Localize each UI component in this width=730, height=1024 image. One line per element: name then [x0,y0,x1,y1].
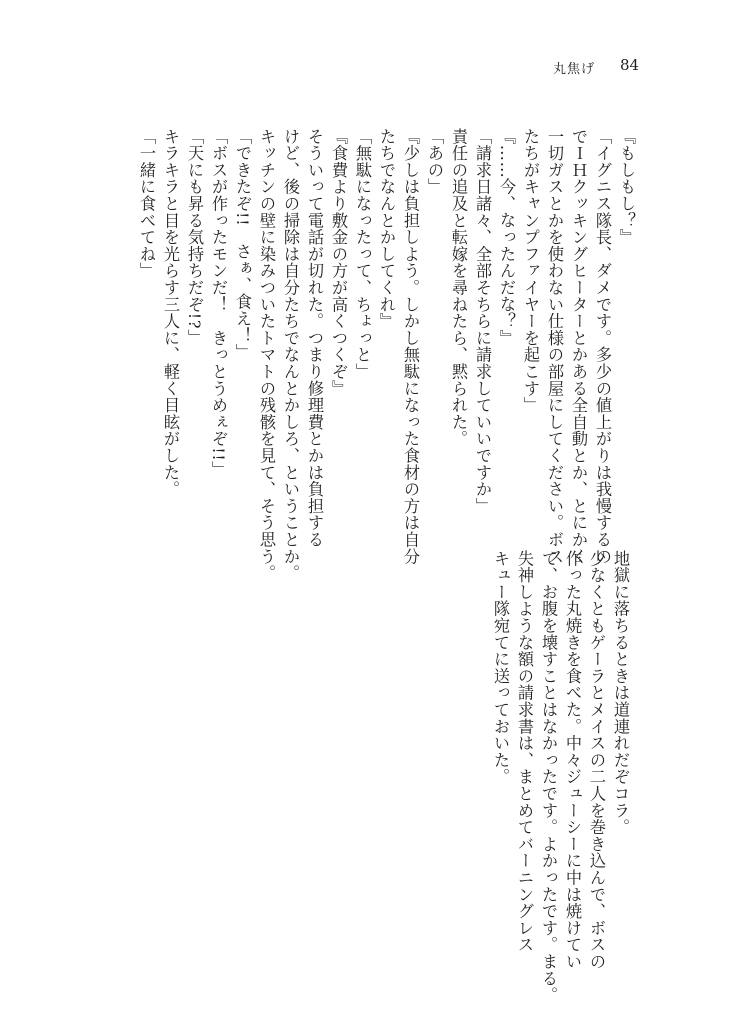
upper-text-block [134,128,638,582]
text-line: 『もしもし？』 [617,128,636,246]
text-line: 「天にも昇る気持ちだぞ!?」 [185,128,204,346]
text-line: けど、後の掃除は自分たちでなんとかしろ、ということか。 [281,128,300,582]
text-line: 責任の追及と転嫁を尋ねたら、黙られた。 [449,128,468,448]
text-line: 「できたぞ!! さぁ、食え！」 [233,128,252,361]
text-line: 『……今、なったんだな？』 [497,128,516,347]
text-line: 「一緒に食べてね」 [137,128,156,280]
lower-text-block [488,550,632,1004]
text-line: でＩＨクッキングヒーターとかある全自動とか、とにかく [569,128,588,565]
text-line: 『食費より敷金の方が高くつくぞ』 [329,128,348,397]
text-line: 『少しは負担しよう。しかし無駄になった食材の方は自分 [401,128,420,565]
text-line: 「請求日諸々、全部そちらに請求していいですか」 [473,128,492,515]
text-line: 作った丸焼きを食べた。中々ジューシーに中は焼けてい [563,550,582,970]
text-line: 「あの」 [425,128,444,196]
running-title: 丸焦げ [553,62,596,77]
text-line: 一切ガスとかを使わない仕様の部屋にしてください。ボス [545,128,564,565]
text-line: キッチンの壁に染みついたトマトの残骸を見て、そう思う。 [257,128,276,582]
page-number: 84 [620,56,640,74]
text-line: たちがキャンプファイヤーを起こす」 [521,128,540,414]
text-line: 失神しような額の請求書は、まとめてバーニングレス [515,550,534,954]
text-line: たちでなんとかしてくれ』 [377,128,396,330]
text-line: 「ボスが作ったモンだ！ きっとうめぇぞ!!」 [209,128,228,479]
text-line: 地獄に落ちるときは道連れだぞコラ。 [611,550,630,836]
text-line: キラキラと目を光らす三人に、軽く目眩がした。 [161,128,180,498]
text-line: キュー隊宛てに送っておいた。 [491,550,510,786]
text-line: 「イグニス隊長、ダメです。多少の値上がりは我慢するの [593,128,612,565]
text-line: そういって電話が切れた。つまり修理費とかは負担する [305,128,324,548]
text-line: 「無駄になったって、ちょっと」 [353,128,372,380]
text-line: 少なくともゲーラとメイスの二人を巻き込んで、ボスの [587,550,606,970]
text-line: て、お腹を壊すことはなかったです。よかったです。まる。 [539,550,558,1004]
